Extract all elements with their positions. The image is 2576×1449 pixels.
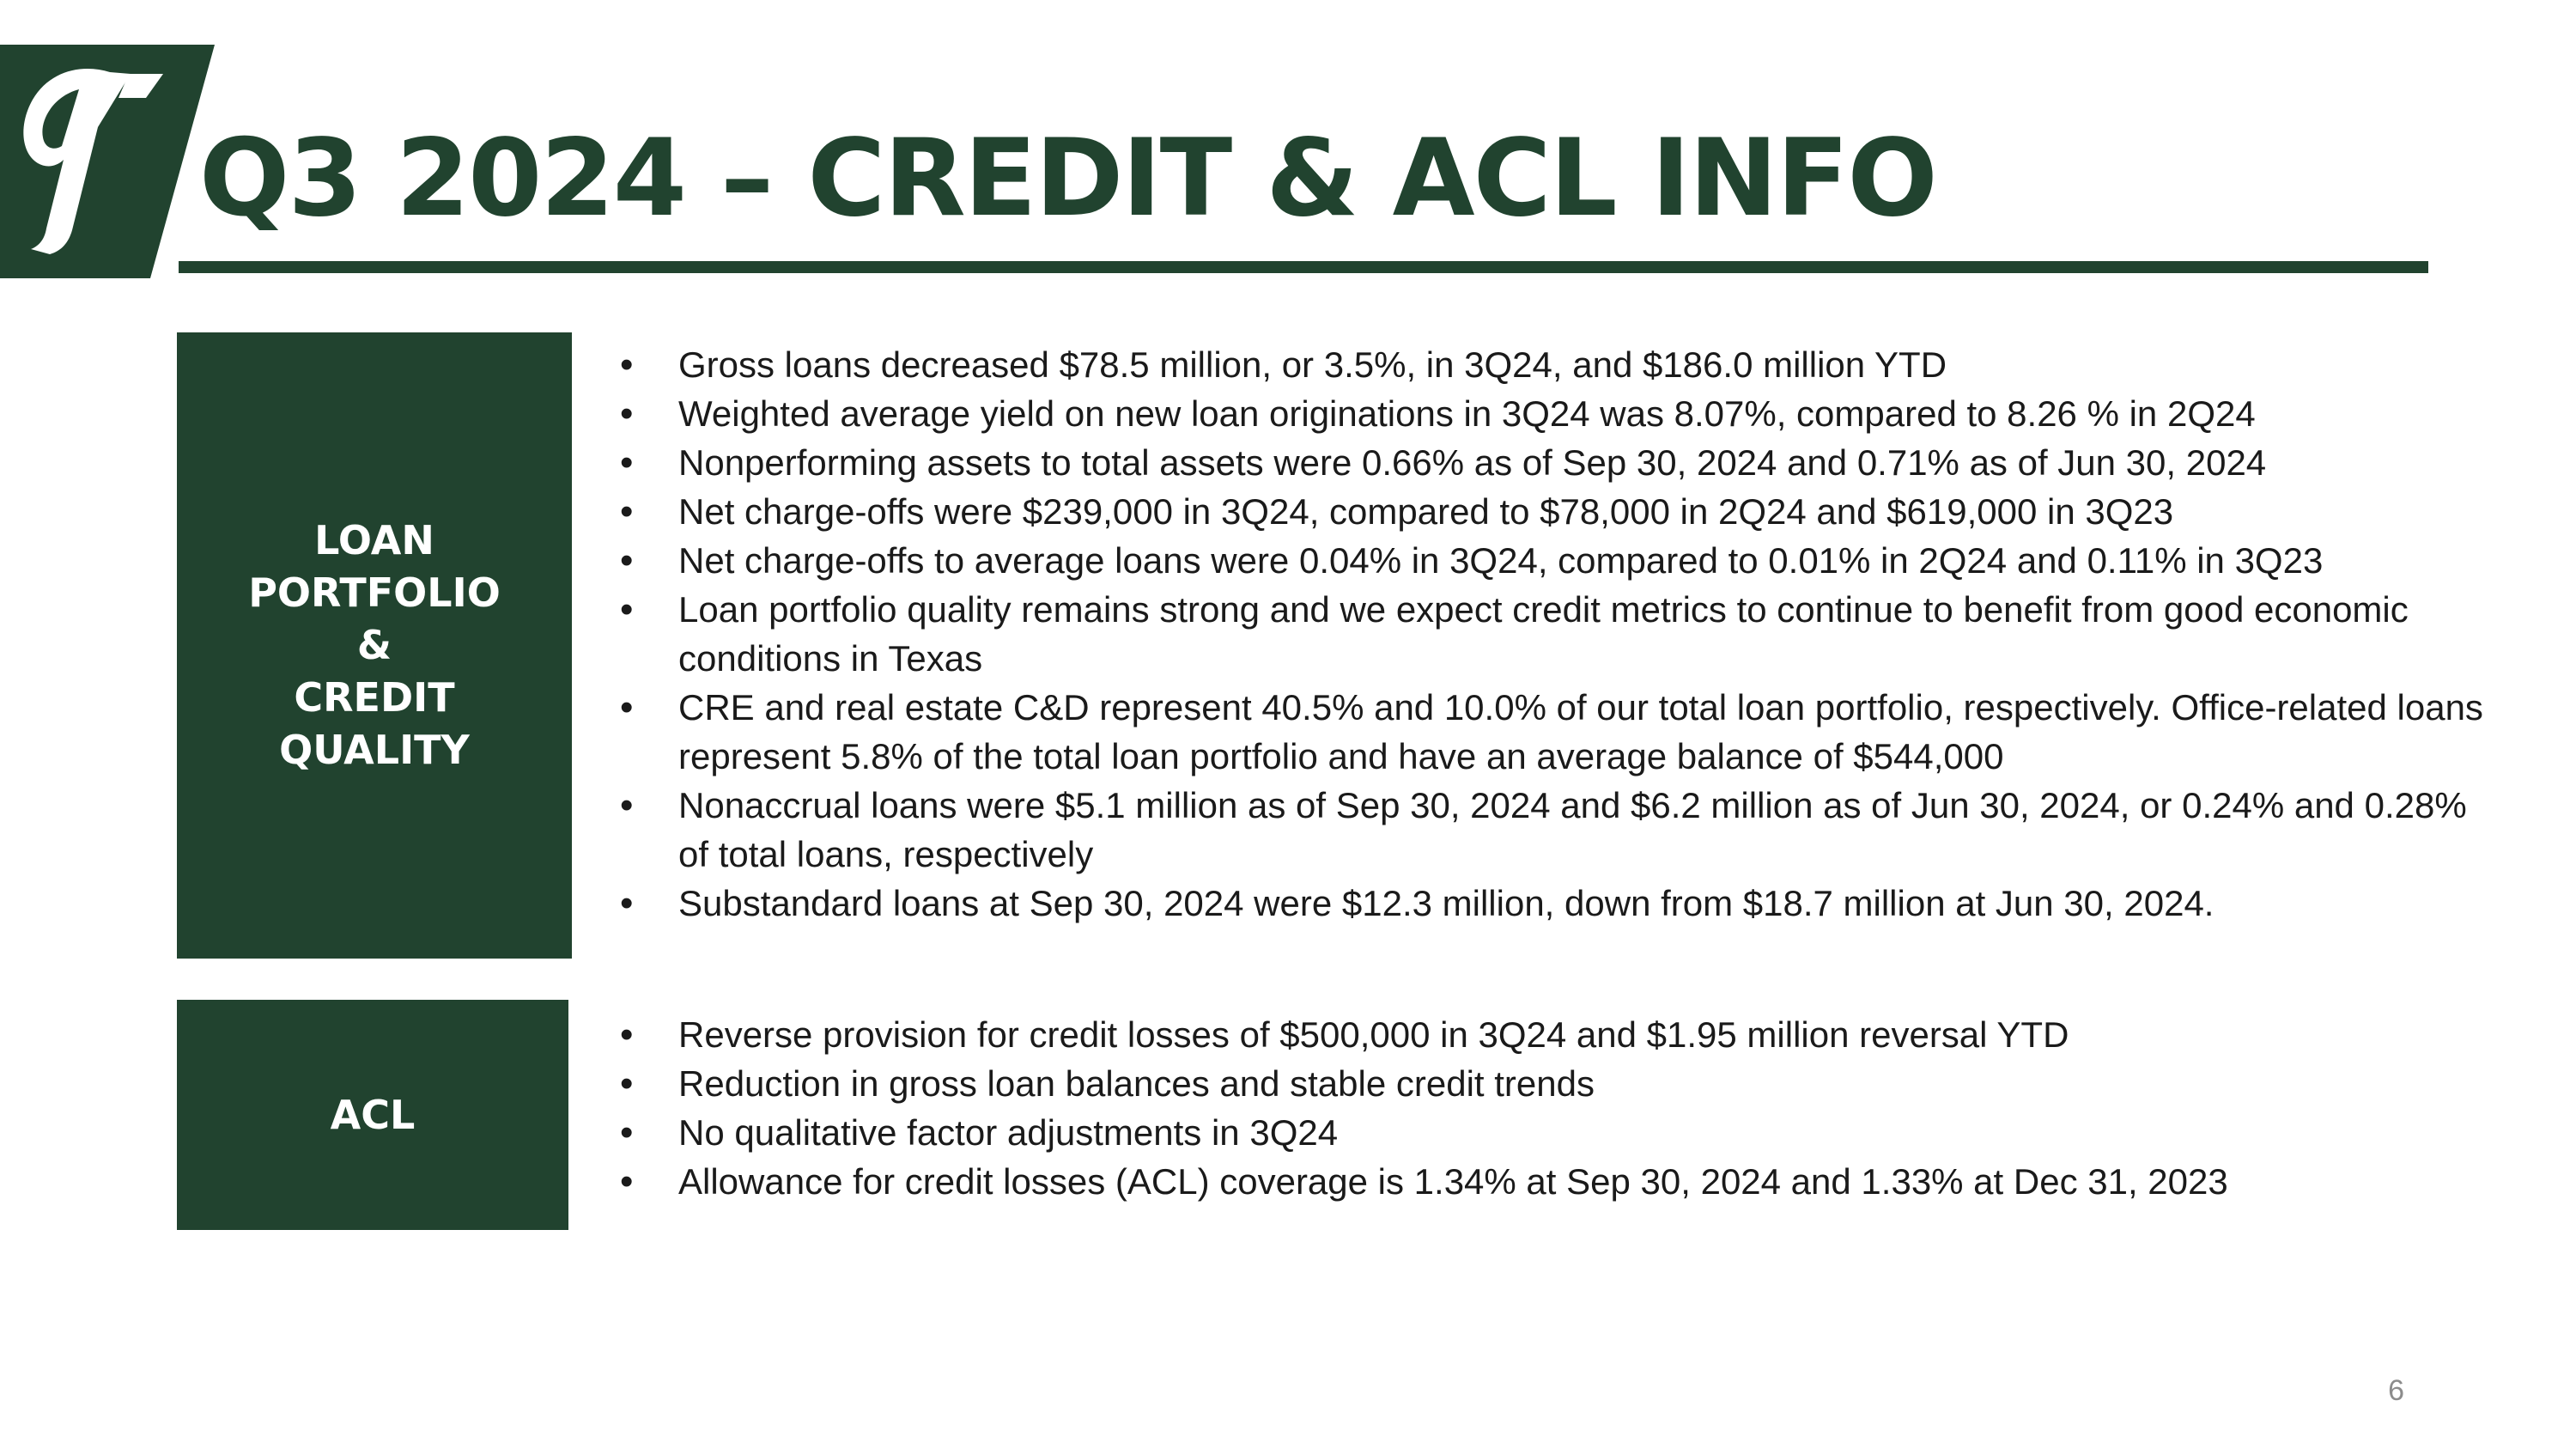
bullet-icon: • [620,1160,634,1202]
bullet-icon: • [620,441,634,484]
loan-portfolio-label [177,332,572,959]
loan-portfolio-label-text: LOAN PORTFOLIO & CREDIT QUALITY [248,517,501,773]
acl-bullet-list [617,1010,2488,1206]
bullet-icon: • [620,882,634,924]
list-item: • Net charge-offs were $239,000 in 3Q24, compared to $78,000 in 2Q24 and $619,000 in 3Q23 [617,487,2488,536]
bullet-icon: • [620,1111,634,1154]
list-item: • Gross loans decreased $78.5 million, or 3.5%, in 3Q24, and $186.0 million YTD [617,340,2488,389]
bullet-icon: • [620,539,634,581]
bullet-icon: • [620,393,634,435]
bullet-icon: • [620,588,634,630]
list-item: • CRE and real estate C&D represent 40.5% and 10.0% of our total loan portfolio, respectively. Office-related loans represent 5.8% of the total loan portfolio and have an average balance of $544,000 [617,683,2488,781]
bullet-icon: • [620,490,634,533]
g-logo-icon [0,45,215,278]
list-item: • Nonaccrual loans were $5.1 million as of Sep 30, 2024 and $6.2 million as of Jun 30, 2024, or 0.24% and 0.28% of total loans, respectively [617,781,2488,879]
list-item: • Reduction in gross loan balances and stable credit trends [617,1059,2488,1108]
title-divider [179,261,2428,273]
list-item: • Nonperforming assets to total assets were 0.66% as of Sep 30, 2024 and 0.71% as of Jun 30, 2024 [617,438,2488,487]
list-item: • Allowance for credit losses (ACL) coverage is 1.34% at Sep 30, 2024 and 1.33% at Dec 31, 2023 [617,1157,2488,1206]
acl-label-text: ACL [330,1091,416,1138]
list-item: • Substandard loans at Sep 30, 2024 were $12.3 million, down from $18.7 million at Jun 30, 2024. [617,879,2488,928]
bullet-icon: • [620,344,634,386]
list-item: • No qualitative factor adjustments in 3Q24 [617,1108,2488,1157]
loan-portfolio-bullet-list [617,340,2488,928]
bullet-icon: • [620,784,634,826]
list-item: • Loan portfolio quality remains strong and we expect credit metrics to continue to benefit from good economic conditions in Texas [617,585,2488,683]
list-item: • Weighted average yield on new loan originations in 3Q24 was 8.07%, compared to 8.26 % in 2Q24 [617,389,2488,438]
bullet-icon: • [620,1014,634,1056]
acl-label [177,1000,568,1230]
bullet-icon: • [620,1062,634,1105]
list-item: • Reverse provision for credit losses of $500,000 in 3Q24 and $1.95 million reversal YTD [617,1010,2488,1059]
page-number: 6 [2388,1374,2404,1407]
page-title: Q3 2024 – CREDIT & ACL INFO [199,117,1936,240]
list-item: • Net charge-offs to average loans were 0.04% in 3Q24, compared to 0.01% in 2Q24 and 0.11% in 3Q23 [617,536,2488,585]
bullet-icon: • [620,686,634,728]
